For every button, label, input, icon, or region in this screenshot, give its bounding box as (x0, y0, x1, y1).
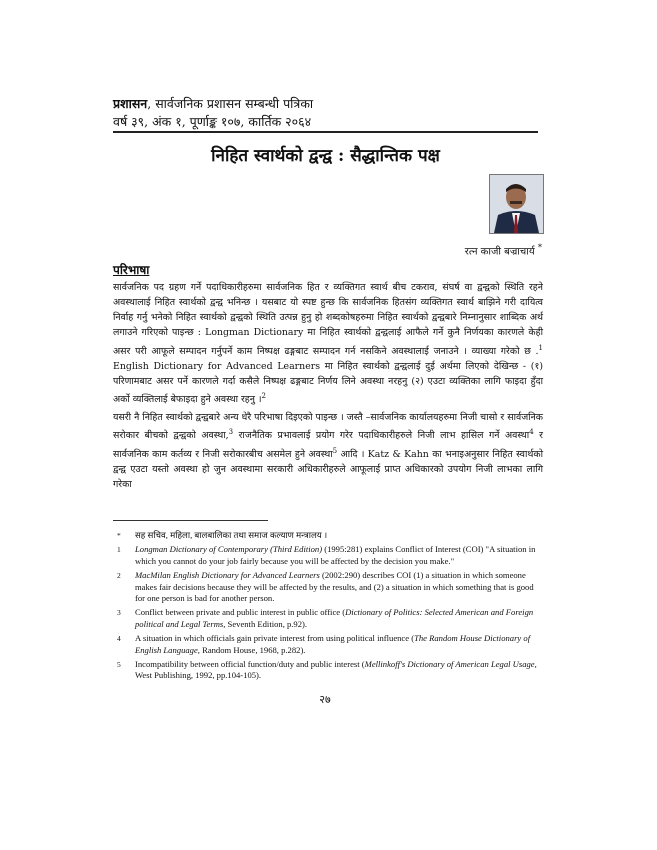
footnote-source: Longman Dictionary of Contemporary (Third Edition) (135, 544, 323, 555)
footnote-mark: 5 (117, 660, 121, 670)
paragraph-text: सार्वजनिक पद ग्रहण गर्ने पदाधिकारीहरुमा सार्वजनिक हित र व्यक्तिगत स्वार्थ बीच टकराव, संघर्ष वा द्वन्द्वको स्थिति रहने अवस्थालाई निहित स्वार्थको द्वन्द्व भनिन्छ । यसबाट यो स्पष्ट हुन्छ कि सार्वजनिक हितसंग व्यक्तिगत स्वार्थ बाझिने गरी दायित्व निर्वाह गर्नु भनेको निहित स्वार्थको द्वन्द्वको स्थिति उत्पन्न हुनु हो शब्दकोषहरुमा निहित स्वार्थको द्वन्द्वबारे निम्नानुसार शाब्दिक अर्थ लगाउने गरिएको पाइन्छ : Longman Dictionary मा निहित स्वार्थको द्वन्द्वलाई आफैले गर्ने कुनै निर्णयका कारणले केही असर परी आफूले सम्पादन गर्नुपर्ने काम निष्पक्ष ढङ्गबाट सम्पादन गर्न नसकिने अवस्थालाई जनाउने । व्याख्या गरेको छ . (113, 282, 543, 357)
footnote-mark: 3 (117, 608, 121, 618)
footnote-source: MacMilan English Dictionary for Advanced Learners (135, 570, 320, 581)
journal-name: प्रशासन (113, 96, 148, 111)
footnote-text: Conflict between private and public interest in public office ( (135, 607, 346, 618)
paragraph-text: राजनैतिक प्रभावलाई प्रयोग गरेर पदाधिकारीहरुले निजी लाभ हासिल गर्ने अवस्था (233, 430, 530, 442)
paragraph (113, 411, 543, 494)
footnote (113, 607, 543, 630)
footnote-text: A situation in which officials gain private interest from using political influence ( (135, 633, 415, 644)
journal-header (113, 95, 543, 131)
footnote-source: The Random House Dictionary of English Language (135, 633, 531, 655)
author-name (300, 240, 542, 259)
footnote-ref: 4 (529, 428, 534, 437)
footnote-text: Seventh Edition, p.92). (225, 618, 308, 629)
footnote-text: सह सचिव, महिला, बालबालिका तथा समाज कल्याण मन्त्रालय । (135, 530, 328, 540)
section-heading: परिभाषा (113, 263, 150, 277)
footnote-ref: 2 (261, 392, 266, 401)
article-body (113, 281, 543, 495)
footnote-mark: 4 (117, 634, 121, 644)
footnote (113, 659, 543, 682)
footnote-mark: 2 (117, 571, 121, 581)
journal-subtitle: , सार्वजनिक प्रशासन सम्बन्धी पत्रिका (147, 96, 314, 111)
footnote (113, 544, 543, 567)
footnote-ref: 5 (332, 447, 338, 456)
footnotes (113, 530, 543, 685)
footnote-ref: 1 (538, 343, 543, 352)
footnote-mark: 1 (117, 545, 121, 555)
paragraph-text: आदि । Katz & Kahn का भनाइअनुसार निहित स्वार्थको द्वन्द्व एउटा यस्तो अवस्था हो जुन अवस्थामा सरकारी अधिकारीहरुले आफूलाई प्राप्त अधिकारको उपयोग निजी लाभका लागि गरेका (113, 449, 543, 491)
article-title: निहित स्वार्थको द्वन्द्व : सैद्धान्तिक पक्ष (211, 146, 440, 166)
footnote-text: West Publishing, 1992, pp.104-105). (135, 670, 262, 681)
author-photo (489, 174, 544, 234)
author-footnote-mark: * (537, 242, 542, 252)
footnote-mark: * (117, 531, 121, 540)
paragraph (113, 281, 543, 409)
footnote-text: (1995:281) explains Conflict of Interest (COI) "A situation in which you cannot do your job fairly because you will be affected by the decision you make." (135, 544, 536, 566)
journal-title (113, 95, 543, 113)
footnote-ref: 3 (228, 428, 234, 437)
footnote-rule (113, 520, 268, 521)
footnote-source: Mellinkoff's Dictionary of American Legal Usage, (364, 659, 537, 670)
paragraph-text: यसरी नै निहित स्वार्थको द्वन्द्वबारे अन्य धेरै परिभाषा दिइएको पाइन्छ । जस्तै –सार्वजनिक कार्यालयहरुमा निजी चासो र सार्वजनिक सरोकार बीचको द्वन्द्वको अवस्था, (113, 411, 543, 442)
footnote (113, 530, 543, 541)
footnote (113, 633, 543, 656)
footnote-source: Dictionary of Politics: Selected American and Foreign political and Legal Terms, (135, 607, 534, 629)
footnote-text: Incompatibility between official function/duty and public interest ( (135, 659, 365, 670)
footnote (113, 570, 543, 604)
page-number: २७ (319, 693, 331, 706)
author-name-text: रत्न काजी बज्राचार्य (464, 246, 535, 258)
paragraph-text: English Dictionary for Advanced Learners मा निहित स्वार्थको द्वन्द्वलाई दुई अर्थमा लिएको देखिन्छ - (१) परिणामबाट असर पर्ने कारणले गर्दा कसैले निष्पक्ष ढङ्गबाट निर्णय लिने अवस्था नरहनु (२) एउटा व्यक्तिका लागि फाइदा हुँदा अर्को व्यक्तिलाई बेफाइदा हुने अवस्था रहनु । (113, 360, 543, 406)
journal-issue: वर्ष ३९, अंक १, पूर्णाङ्क १०७, कार्तिक २०६४ (113, 114, 312, 129)
header-rule (113, 131, 538, 133)
footnote-text: (2002:290) describes COI (1) a situation in which someone makes fair decisions because they will be affected by the results, and (2) a situation in which something that is good for one person is bad for another person. (135, 570, 534, 604)
paragraph-text: र सार्वजनिक काम कर्तव्य र निजी सरोकारबीच असमेल हुने अवस्था (113, 430, 543, 461)
footnote-text: , Random House, 1968, p.282). (197, 644, 306, 655)
